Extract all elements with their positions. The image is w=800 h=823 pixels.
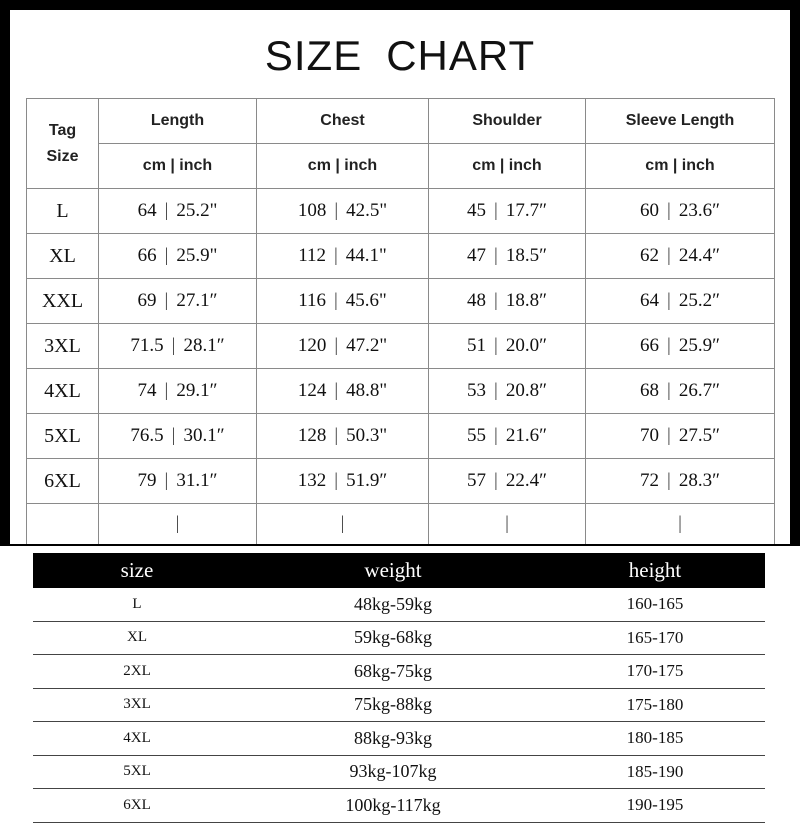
garment-size-table: [26, 98, 775, 544]
tag-size-cell: 5XL: [27, 414, 99, 459]
table-row: [33, 588, 765, 621]
table-row: [27, 234, 775, 279]
page-title: [10, 32, 790, 80]
shoulder-unit-header: cm | inch: [429, 144, 586, 189]
sleeve-length-cell: 64 | 25.2″: [586, 279, 775, 324]
size-cell: 4XL: [33, 722, 241, 756]
height-cell: 170-175: [545, 655, 765, 689]
shoulder-cell: 48 | 18.8″: [429, 279, 586, 324]
shoulder-cell: 47 | 18.5″: [429, 234, 586, 279]
tag-size-header: Tag Size: [27, 99, 99, 189]
height-cell: 165-170: [545, 621, 765, 655]
shoulder-cell: 51 | 20.0″: [429, 324, 586, 369]
table-row: [33, 722, 765, 756]
weight-cell: 75kg-88kg: [241, 688, 545, 722]
length-cell: 79 | 31.1″: [99, 459, 257, 504]
length-cell: 71.5 | 28.1″: [99, 324, 257, 369]
weight-cell: 68kg-75kg: [241, 655, 545, 689]
table-row: [27, 369, 775, 414]
length-cell: 69 | 27.1″: [99, 279, 257, 324]
weight-col-header: weight: [241, 553, 545, 588]
height-col-header: height: [545, 553, 765, 588]
length-cell: 66 | 25.9": [99, 234, 257, 279]
length-header: Length: [99, 99, 257, 144]
size-cell: 2XL: [33, 655, 241, 689]
chest-cell: 108 | 42.5": [257, 189, 429, 234]
sleeve-length-cell: 68 | 26.7″: [586, 369, 775, 414]
height-cell: 180-185: [545, 722, 765, 756]
weight-cell: 59kg-68kg: [241, 621, 545, 655]
weight-cell: 88kg-93kg: [241, 722, 545, 756]
chest-cell: 124 | 48.8": [257, 369, 429, 414]
shoulder-cell: 45 | 17.7″: [429, 189, 586, 234]
height-cell: 185-190: [545, 755, 765, 789]
tag-size-cell: L: [27, 189, 99, 234]
sleeve-length-cell: 70 | 27.5″: [586, 414, 775, 459]
weight-cell: 100kg-117kg: [241, 789, 545, 823]
shoulder-cell: 57 | 22.4″: [429, 459, 586, 504]
table-row: [33, 621, 765, 655]
weight-cell: 93kg-107kg: [241, 755, 545, 789]
size-cell: 3XL: [33, 688, 241, 722]
chest-cell: 128 | 50.3": [257, 414, 429, 459]
sleeve-length-cell: 62 | 24.4″: [586, 234, 775, 279]
sleeve-length-cell: 72 | 28.3″: [586, 459, 775, 504]
sleeve-length-header: Sleeve Length: [586, 99, 775, 144]
size-cell: 6XL: [33, 789, 241, 823]
height-cell: 175-180: [545, 688, 765, 722]
shoulder-header: Shoulder: [429, 99, 586, 144]
tag-size-cell: XL: [27, 234, 99, 279]
table-row: [33, 688, 765, 722]
height-cell: 190-195: [545, 789, 765, 823]
chest-cell: 116 | 45.6": [257, 279, 429, 324]
size-chart-panel: [10, 10, 790, 544]
title-chart: CHART: [386, 32, 536, 79]
weight-cell: 48kg-59kg: [241, 588, 545, 621]
size-cell: L: [33, 588, 241, 621]
sleeve-unit-header: cm | inch: [586, 144, 775, 189]
table-row: [27, 324, 775, 369]
size-cell: XL: [33, 621, 241, 655]
size-col-header: size: [33, 553, 241, 588]
sleeve-length-cell: 60 | 23.6″: [586, 189, 775, 234]
table-row: [27, 414, 775, 459]
shoulder-cell: 55 | 21.6″: [429, 414, 586, 459]
tag-size-cell: XXL: [27, 279, 99, 324]
length-cell: 74 | 29.1″: [99, 369, 257, 414]
title-size: SIZE: [264, 32, 363, 79]
sleeve-length-cell: 66 | 25.9″: [586, 324, 775, 369]
size-cell: 5XL: [33, 755, 241, 789]
table-row: [27, 459, 775, 504]
tag-size-cell: 4XL: [27, 369, 99, 414]
table-row: [33, 755, 765, 789]
chest-cell: 112 | 44.1": [257, 234, 429, 279]
tag-size-cell: 6XL: [27, 459, 99, 504]
tag-size-cell: 3XL: [27, 324, 99, 369]
chest-cell: 132 | 51.9″: [257, 459, 429, 504]
height-cell: 160-165: [545, 588, 765, 621]
empty-row: | | | |: [27, 504, 775, 545]
body-size-table: [33, 553, 765, 823]
length-cell: 76.5 | 30.1″: [99, 414, 257, 459]
chest-header: Chest: [257, 99, 429, 144]
shoulder-cell: 53 | 20.8″: [429, 369, 586, 414]
table-row: [27, 189, 775, 234]
length-unit-header: cm | inch: [99, 144, 257, 189]
chest-unit-header: cm | inch: [257, 144, 429, 189]
chest-cell: 120 | 47.2": [257, 324, 429, 369]
table-row: [33, 655, 765, 689]
table-row: [27, 279, 775, 324]
length-cell: 64 | 25.2": [99, 189, 257, 234]
